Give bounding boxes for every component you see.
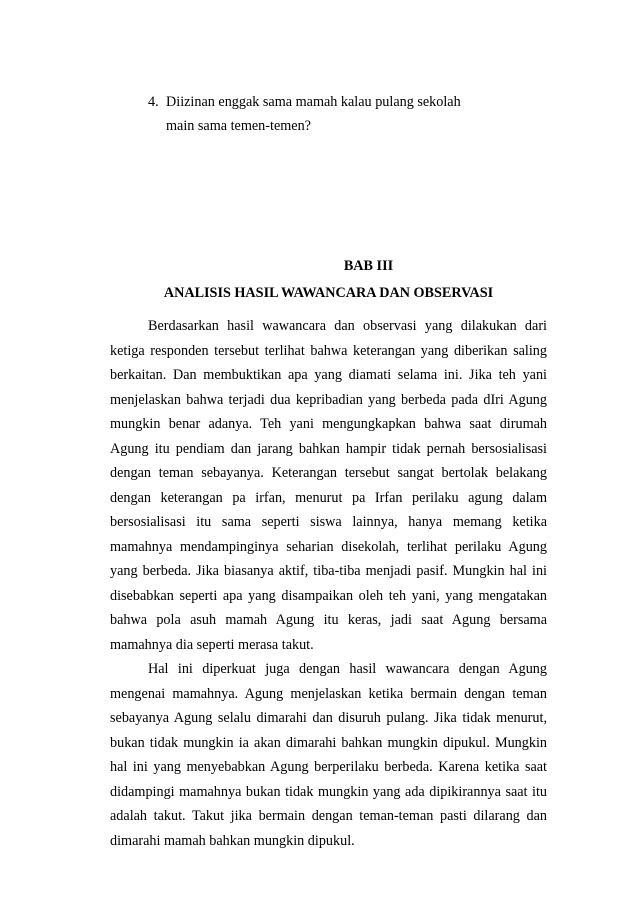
interview-question-item — [148, 90, 478, 138]
chapter-number: BAB III — [343, 258, 394, 274]
paragraph-1: Berdasarkan hasil wawancara dan observasi yang dilakukan dari ketiga responden tersebut terlihat bahwa keterangan yang diberikan saling berkaitan. Dan membuktikan apa yang diamati selama ini. Jika teh yani menjelaskan bahwa terjadi dua kepribadian yang berbeda pada dIri Agung mungkin benar adanya. Teh yani mengungkapkan bahwa saat dirumah Agung itu pendiam dan jarang bahkan hampir tidak pernah bersosialisasi dengan teman sebayanya. Keterangan tersebut sangat bertolak belakang dengan keterangan pa irfan, menurut pa Irfan perilaku agung dalam bersosialisasi itu sama seperti siswa lainnya, hanya memang ketika mamahnya mendampinginya seharian disekolah, terlihat perilaku Agung yang berbeda. Jika biasanya aktif, tiba-tiba menjadi pasif. Mungkin hal ini disebabkan seperti apa yang disampaikan oleh teh yani, yang mengatakan bahwa pola asuh mamah Agung itu keras, jadi saat Agung bersama mamahnya dia seperti merasa takut. — [110, 318, 547, 653]
body-text — [110, 314, 547, 853]
list-number: 4. — [148, 94, 159, 110]
list-text: Diizinan enggak sama mamah kalau pulang sekolah main sama temen-temen? — [166, 94, 461, 134]
paragraph-2: Hal ini diperkuat juga dengan hasil wawancara dengan Agung mengenai mamahnya. Agung menjelaskan ketika bermain dengan teman sebayanya Agung selalu dimarahi dan disuruh pulang. Jika tidak menurut, bukan tidak mungkin ia akan dimarahi bahkan mungkin dipukul. Mungkin hal ini yang menyebabkan Agung berperilaku berbeda. Karena ketika saat didampingi mamahnya bukan tidak mungkin yang ada dipikirannya saat itu adalah takut. Takut jika bermain dengan teman-teman pasti dilarang dan dimarahi mamah bahkan mungkin dipukul. — [110, 661, 547, 849]
chapter-title: ANALISIS HASIL WAWANCARA DAN OBSERVASI — [163, 285, 494, 301]
chapter-heading — [110, 258, 547, 302]
